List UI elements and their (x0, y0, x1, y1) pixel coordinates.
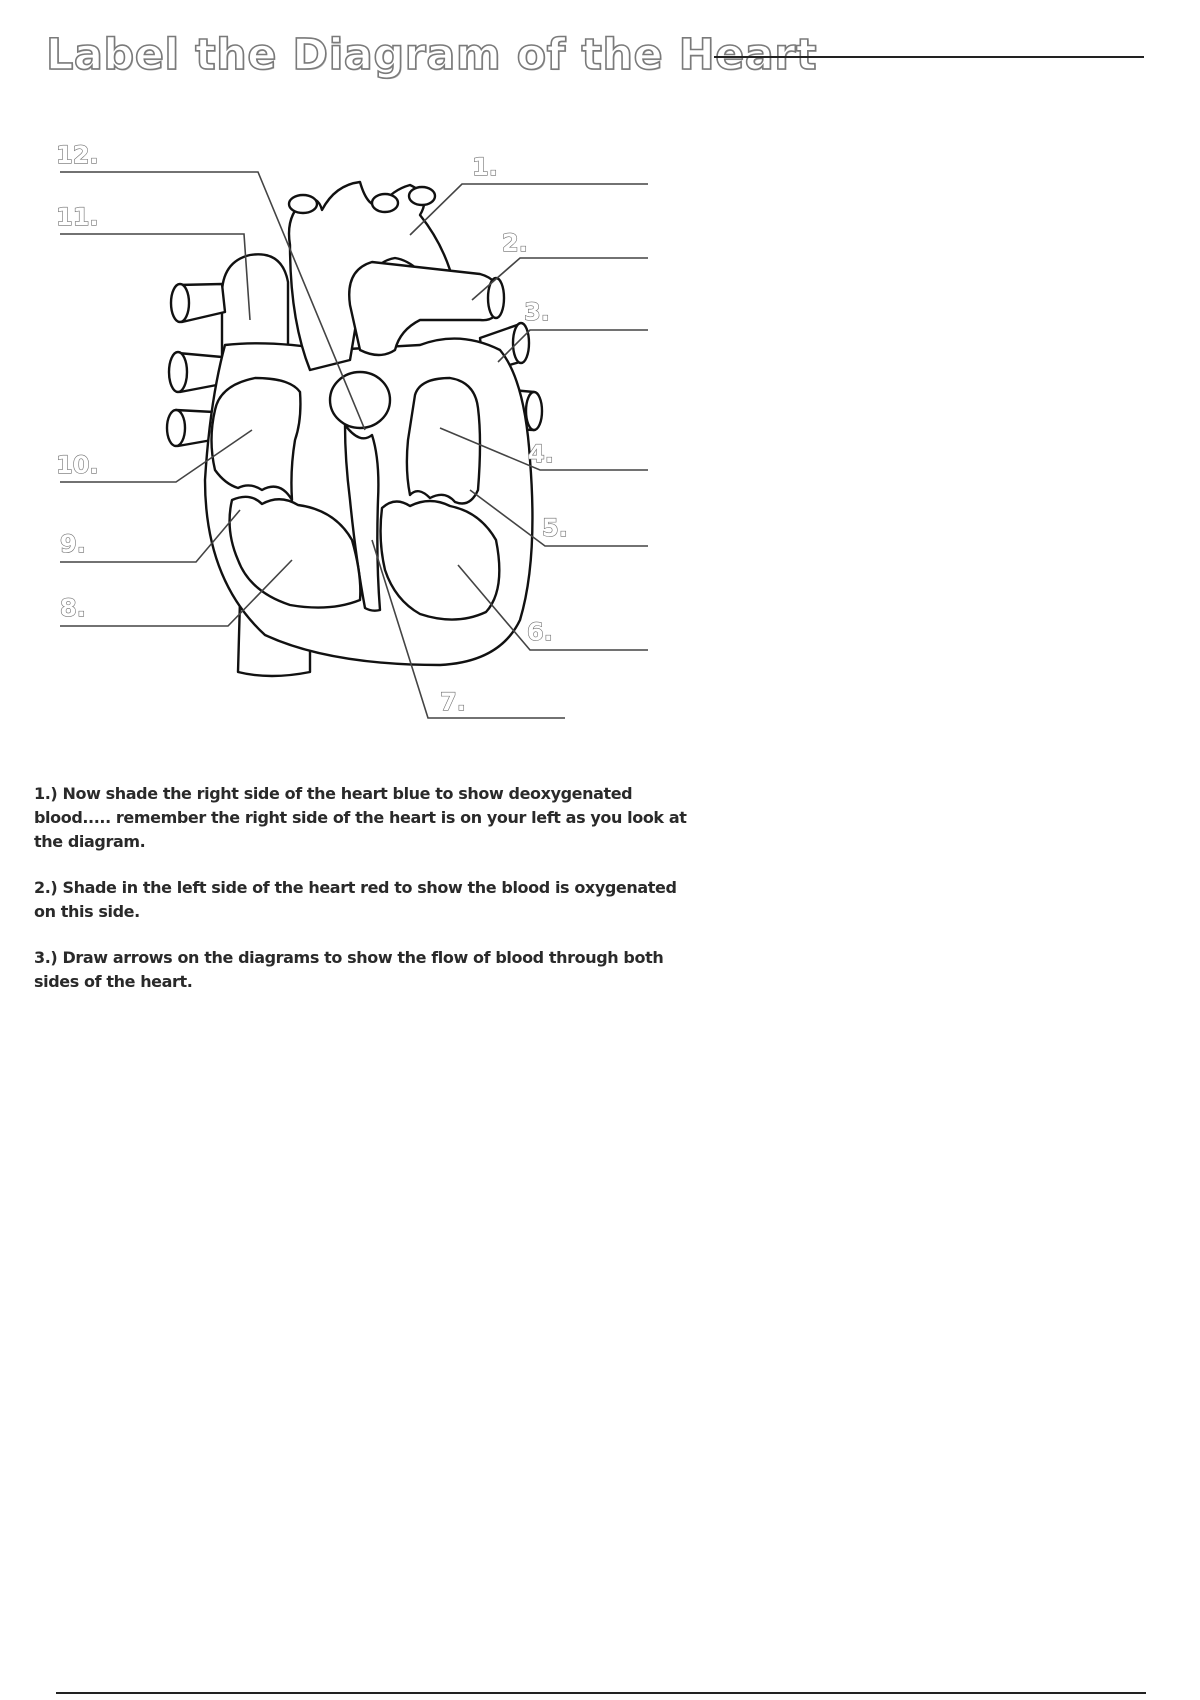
label-6: 6. (527, 618, 553, 646)
heart-outline (167, 182, 542, 676)
label-8: 8. (60, 594, 86, 622)
label-11: 11. (56, 203, 99, 231)
label-5: 5. (542, 514, 568, 542)
instruction-2: 2.) Shade in the left side of the heart red to show the blood is oxygenated on this side. (34, 878, 677, 921)
heart-diagram (0, 0, 1200, 760)
label-7: 7. (440, 688, 466, 716)
vein-lower-left-end (167, 410, 185, 446)
label-1: 1. (472, 153, 498, 181)
label-10: 10. (56, 451, 99, 479)
vein-upper-right-end (513, 323, 529, 363)
aorta-branch-2 (372, 194, 398, 212)
worksheet-title: Label the Diagram of the Heart (46, 30, 818, 80)
label-9: 9. (60, 530, 86, 558)
vein-lower-right-end (526, 392, 542, 430)
label-12: 12. (56, 141, 99, 169)
instruction-1: 1.) Now shade the right side of the heart blue to show deoxygenated blood..... remember the right side of the heart is on your left as you look at the diagram. (34, 784, 687, 851)
right-atrium (212, 378, 301, 500)
aorta-branch-3 (409, 187, 435, 205)
label-3: 3. (524, 298, 550, 326)
aorta-branch-1 (289, 195, 317, 213)
instructions-block (34, 782, 694, 1016)
leader-line-1 (410, 184, 648, 235)
vein-middle-left-end (169, 352, 187, 392)
label-4: 4. (528, 440, 554, 468)
instruction-3: 3.) Draw arrows on the diagrams to show the flow of blood through both sides of the heart. (34, 948, 664, 991)
footer-line (56, 1692, 1146, 1694)
label-2: 2. (502, 229, 528, 257)
vein-upper-left-end (171, 284, 189, 322)
